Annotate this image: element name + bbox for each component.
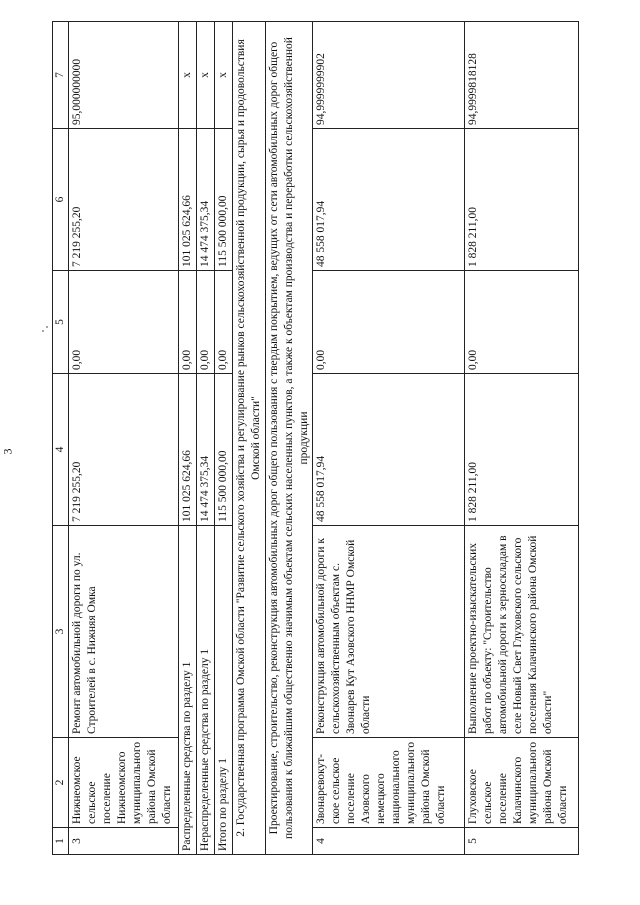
percent-cell: 94,9999818128 xyxy=(465,22,579,129)
amount-cell: 0,00 xyxy=(68,271,178,374)
row-number: 3 xyxy=(68,828,178,855)
header-cell: 7 xyxy=(53,22,69,129)
row-number: 4 xyxy=(313,828,465,855)
amount-cell: 14 474 375,34 xyxy=(196,129,214,271)
header-row xyxy=(53,22,69,855)
municipality-cell: Глуховское сельское поселение Калачинского муниципального района Омской области xyxy=(465,738,579,828)
mark-cell: x xyxy=(178,22,196,129)
undistributed-funds-row xyxy=(196,22,214,855)
amount-cell: 115 500 000,00 xyxy=(214,129,232,271)
object-cell: Выполнение проектно-изыскательских работ по объекту: "Строительство автомобильной дороги к зерноскладам в селе Новый Свет Глуховского сельского поселения Калачинского района Омской области" xyxy=(465,526,579,738)
amount-cell: 0,00 xyxy=(313,271,465,374)
amount-cell: 101 025 624,66 xyxy=(178,374,196,526)
amount-cell: 7 219 255,20 xyxy=(68,129,178,271)
amount-cell: 0,00 xyxy=(196,271,214,374)
section-heading-row xyxy=(232,22,265,855)
object-cell: Ремонт автомобильной дороги по ул. Строителей в с. Нижняя Омка xyxy=(68,526,178,738)
amount-cell: 0,00 xyxy=(465,271,579,374)
section-heading: 2. Государственная программа Омской области "Развитие сельского хозяйства и регулирование рынков сельскохозяйственной продукции, сырья и продовольствия Омской области" xyxy=(232,22,265,855)
percent-cell: 94,9999999902 xyxy=(313,22,465,129)
amount-cell: 7 219 255,20 xyxy=(68,374,178,526)
header-cell: 6 xyxy=(53,129,69,271)
amount-cell: 101 025 624,66 xyxy=(178,129,196,271)
section-total-row xyxy=(214,22,232,855)
percent-cell: 95,000000000 xyxy=(68,22,178,129)
scan-dot xyxy=(42,330,44,332)
municipality-cell: Звонаревокут-ское сельское поселение Азовского немецкого национального муниципального района Омской области xyxy=(313,738,465,828)
distributed-funds-row xyxy=(178,22,196,855)
municipality-cell: Нижнеомское сельское поселение Нижнеомского муниципального района Омской области xyxy=(68,738,178,828)
table-row xyxy=(68,22,178,855)
rotated-table-page xyxy=(52,22,604,855)
row-label: Нераспределенные средства по разделу 1 xyxy=(196,526,214,855)
amount-cell: 1 828 211,00 xyxy=(465,129,579,271)
table-row xyxy=(465,22,579,855)
amount-cell: 48 558 017,94 xyxy=(313,374,465,526)
row-number: 5 xyxy=(465,828,579,855)
row-label: Итого по разделу 1 xyxy=(214,526,232,855)
subsection-heading: Проектирование, строительство, реконструкция автомобильных дорог общего пользования с твердым покрытием, ведущих от сети автомобильных дорог общего пользования к ближайшим общественно значимым объектам сельских населенных пунктов, а также к объектам производства и переработки сельскохозяйственной продукции xyxy=(265,22,313,855)
header-cell: 2 xyxy=(53,738,69,828)
amount-cell: 0,00 xyxy=(214,271,232,374)
amount-cell: 115 500 000,00 xyxy=(214,374,232,526)
mark-cell: x xyxy=(214,22,232,129)
object-cell: Реконструкция автомобильной дороги к сельскохозяйственным объектам с. Звонарев Кут Азовского ННМР Омской области xyxy=(313,526,465,738)
amount-cell: 14 474 375,34 xyxy=(196,374,214,526)
row-label: Распределенные средства по разделу 1 xyxy=(178,526,196,855)
mark-cell: x xyxy=(196,22,214,129)
scan-dot xyxy=(46,326,48,328)
table-row xyxy=(313,22,465,855)
header-cell: 3 xyxy=(53,526,69,738)
page-number: 3 xyxy=(0,448,15,455)
budget-allocation-table xyxy=(52,21,579,855)
header-cell: 4 xyxy=(53,374,69,526)
amount-cell: 1 828 211,00 xyxy=(465,374,579,526)
amount-cell: 48 558 017,94 xyxy=(313,129,465,271)
header-cell: 5 xyxy=(53,271,69,374)
header-cell: 1 xyxy=(53,828,69,855)
subsection-heading-row xyxy=(265,22,313,855)
amount-cell: 0,00 xyxy=(178,271,196,374)
